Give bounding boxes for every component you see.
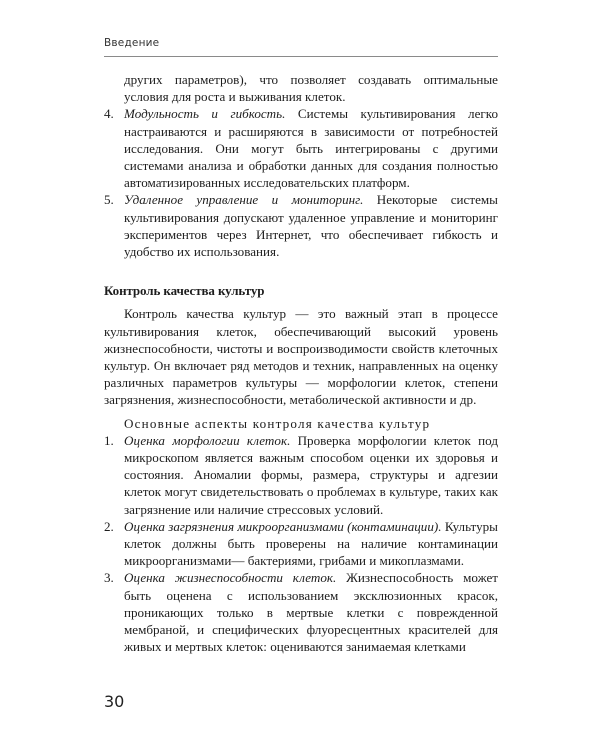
section-title: Контроль качества культур [104, 283, 265, 299]
continuation-paragraph: других параметров), что позволяет создавать оптимальные условия для роста и выживания клеток. [124, 72, 498, 105]
page-number: 30 [104, 692, 125, 711]
list-item [104, 432, 498, 518]
list-item-term: Оценка загрязнения микроорганизмами (контаминации). [124, 518, 442, 534]
list-item-number: 3. [104, 570, 114, 586]
list-item [104, 105, 498, 191]
list-item-text: Некоторые системы культивирования допускают удаленное управление и мониторинг экспериментов через Интернет, что обеспечивает гибкость и удобство их использования. [124, 192, 498, 260]
list-item-term: Оценка жизнеспособности клеток. [124, 570, 337, 586]
running-head: Введение [104, 37, 160, 49]
list-item [104, 518, 498, 570]
list-item [104, 191, 498, 260]
list-item-body [124, 105, 498, 191]
list-item-term: Удаленное управление и мониторинг. [124, 192, 364, 208]
list-item-number: 1. [104, 432, 114, 448]
list-item-body [124, 191, 498, 260]
list-item-text: Проверка морфологии клеток под микроскопом является важным способом оценки их здоровья и состояния. Аномалии формы, размера, структуры и адгезии клеток могут свидетельствовать о проблемах в культуре, таких как загрязнение или наличие стрессовых условий. [124, 432, 498, 517]
list-item-text: Жизнеспособность может быть оценена с использованием эксклюзионных красок, проникающих только в мертвые клетки с поврежденной мембраной, и специфических флуоресцентных красителей для живых и мертвых клеток: оцениваются занимаемая клетками [124, 570, 498, 655]
list-item-number: 5. [104, 192, 114, 208]
list-item-body [124, 518, 498, 570]
list-item-body [124, 432, 498, 518]
list-item [104, 569, 498, 655]
list-item-text: Культуры клеток должны быть проверены на наличие контаминации микроорганизмами— бактериями, грибами и микоплазмами. [124, 518, 498, 569]
list-item-number: 2. [104, 518, 114, 534]
list-item-term: Оценка морфологии клеток. [124, 432, 291, 448]
aspects-heading: Основные аспекты контроля качества культур [124, 415, 431, 431]
page-body [104, 71, 498, 656]
list-item-number: 4. [104, 106, 114, 122]
section-intro-paragraph: Контроль качества культур — это важный этап в процессе культивирования клеток, обеспечивающий высокий уровень жизнеспособности, чистоты и воспроизводимости свойств клеточных культур. Он включает ряд методов и техник, направленных на оценку различных параметров культуры — морфологии клеток, степени загрязнения, жизнеспособности, метаболической активности и др. [104, 306, 498, 408]
list-item-term: Модульность и гибкость. [124, 106, 286, 122]
header-divider [104, 56, 498, 57]
list-item-body [124, 569, 498, 655]
list-item-text: Системы культивирования легко настраиваются и расширяются в зависимости от потребностей исследования. Они могут быть интегрированы с другими системами анализа и обработки данных для создания полностью автоматизированных исследовательских платформ. [124, 106, 499, 191]
